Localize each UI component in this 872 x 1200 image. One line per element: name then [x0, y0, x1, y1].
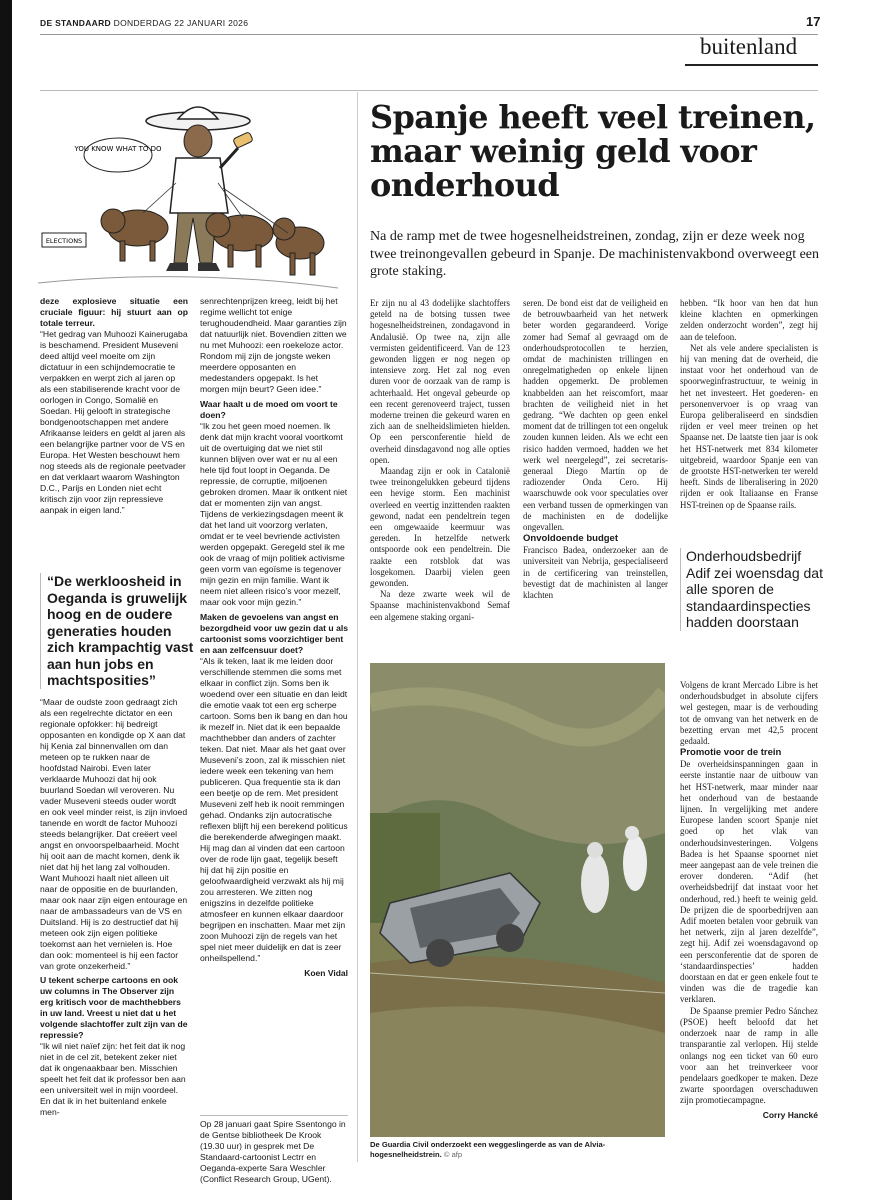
- photo-caption: [370, 1140, 670, 1159]
- body-paragraph: Er zijn nu al 43 dodelijke slachtoffers geteld na de botsing tussen twee hogesnelheidstreinen, zondagavond in Andalusië. Op twee na, zijn alle vermisten geïdentificeerd. Van de 123 gewonden liggen er nog negen op intensieve zorg. Het zal nog even duren voor de oorzaak van de ramp is achterhaald. Het ongeval gebeurde op een recent gerenoveerd traject, tussen moderne treinen die gekeurd waren en zich aan de snelheidslimieten hielden. Op een persconferentie hield de overheid dinsdagavond nog alle opties open.: [370, 298, 510, 465]
- caption-text: De Guardia Civil onderzoekt een weggeslingerde as van de Alvia-hogesnelheidstrein.: [370, 1140, 606, 1159]
- body-paragraph: senrechtenprijzen kreeg, leidt bij het regime wellicht tot enige terughoudendheid. Maar garanties zijn dat natuurlijk niet. Bovendien zitten we nu met Muhoozi: een roekeloze actor. Rondom mij zijn de jongste weken meerdere opposanten en medestanders opgepakt. Is het morgen mijn beurt? Geen idee.”: [200, 296, 347, 394]
- right-col-1: [370, 298, 510, 623]
- cartoon-illustration: [38, 93, 338, 303]
- body-paragraph: Maandag zijn er ook in Catalonië twee treinongelukken gebeurd tijdens een hevige storm. Een machinist overleed en veertig inzittenden raakten gewond, nadat een pendeltrein tegen een omgewaaide keermuur was gereden. In hetzelfde netwerk ontspoorde ook een pendeltrein. Die raakte een rotsblok dat was losgekomen. Daarbij vielen geen gewonden.: [370, 466, 510, 589]
- pullquote-text: “De werkloosheid in Oeganda is gruwelijk hoog en de oudere generaties houden zich krampachtig vast aan hun jobs en machtsposities”: [47, 573, 194, 688]
- body-paragraph: Net als vele andere specialisten is hij van mening dat de overheid, die instaat voor het onderhoud van de spoorweginfrastructuur, te weinig in het net investeert. Het goederen- en personenvervoer is op vraag van Europa geliberaliseerd en sindsdien rijden er veel meer treinen op het Spaanse net. De laatste tien jaar is ook het HST-netwerk met 834 kilometer uitgebreid, waardoor Spanje een van de grootste HST-netwerken ter wereld heeft. Sinds de liberalisering in 2020 rijden er ook Italiaanse en Franse HST-treinen op de Spaanse rails.: [680, 342, 818, 510]
- page-header: [40, 18, 248, 28]
- article-headline: Spanje heeft veel treinen, maar weinig geld voor onderhoud: [370, 98, 816, 204]
- section-rule: [685, 64, 818, 66]
- interview-question: Waar haalt u de moed om voort te doen?: [200, 399, 338, 420]
- body-paragraph: Volgens de krant Mercado Libre is het onderhoudsbudget in absolute cijfers wel gestegen, maar is de verhouding tot de omvang van het netwerk en de bezetting ervan met 42,5 procent gedaald.: [680, 680, 818, 747]
- pullquote-right: [680, 548, 824, 631]
- interview-question: U tekent scherpe cartoons en ook uw columns in The Observer zijn erg kritisch voor de machthebbers in uw land. Vreest u niet dat u het volgende slachtoffer zult zijn van de repressie?: [40, 975, 188, 1040]
- sign-text: ELECTIONS: [45, 237, 83, 245]
- interview-question: Maken de gevoelens van angst en bezorgdheid voor uw gezin dat u als cartoonist soms voorzichtiger bent en aan zelfcensuur doet?: [200, 612, 349, 655]
- content-rule: [40, 90, 818, 91]
- body-paragraph: seren. De bond eist dat de veiligheid en de betrouwbaarheid van het netwerk beter worden gegarandeerd. Vorige zomer had Semaf al gevraagd om de onderhoudsprotocollen te herzien, omdat de machinisten trillingen en onregelmatigheden op enkele lijnen hadden opgemerkt. De problemen knabbelden aan het reiscomfort, maar brachten de veiligheid niet in het gedrang. “We dachten op geen enkel moment dat de trillingen tot een ongeluk zouden kunnen leiden. Als we echt een risico hadden vermoed, hadden we het werk wel neergelegd”, zei secretaris-generaal Diego Martín op de radiozender Onda Cero. Hij waarschuwde ook voor speculaties over een verband tussen de opmerkingen van de machinisten en de dodelijke ongevallen.: [523, 298, 668, 533]
- subheading: Promotie voor de trein: [680, 747, 782, 759]
- body-paragraph: “Ik wil niet naïef zijn: het feit dat ik nog niet in de cel zit, betekent zeker niet dat ik ongenaakbaar ben. Misschien speelt het feit dat ik professor ben aan een universiteit wel in mijn voordeel. En dat ik in het buitenland enkele men-: [40, 1041, 186, 1117]
- news-photo: [370, 663, 665, 1137]
- byline-right: Corry Hancké: [762, 1109, 818, 1120]
- issue-date: DONDERDAG 22 JANUARI 2026: [113, 18, 249, 28]
- left-col-1: [40, 296, 188, 516]
- body-paragraph: “Maar de oudste zoon gedraagt zich als een regelrechte dictator en een regionale opfokker: hij bedreigt opposanten en kondigde op X aan dat hij Kenia zal binnenvallen om dan meteen op te rukken naar de hoofdstad Nairobi. Even later verklaarde Muhoozi dat hij ook buurland Soedan wil veroveren. Nu vader Museveni steeds ouder wordt en ook veel minder reist, is zijn invloed tanende en wordt de factor Muhoozi steeds belangrijker. Dat creëert veel angst en onvoorspelbaarheid. Mocht hij ooit aan de macht komen, denk ik niet dat hij het lang zal volhouden. Want Muhoozi haalt niet alleen uit naar de oppositie en de buurlanden, maar ook naar zijn eigen entourage en naar de ambassadeurs van de VS en Duitsland. Hij is zo destructief dat hij meteen ook zijn eigen politieke toekomst aan het vernielen is. Hoe dan ook: momenteel is hij een factor van grote onzekerheid.”: [40, 697, 188, 971]
- page-number: 17: [806, 14, 821, 29]
- right-col-3b: [680, 680, 818, 1121]
- body-paragraph: “Het gedrag van Muhoozi Kainerugaba is beschamend. President Museveni deed altijd veel moeite om zijn dictatuur in een schijndemocratie te verpakken en werpt zich al jaren op als een stabiliserende kracht voor de oorlogen in Congo, Somalië en Soedan. Hij gelooft in strategische bondgenootschappen met andere Afrikaanse leiders en geldt al jaren als een belangrijke partner voor de VS en Europa. Het Westen beschouwt hem nog steeds als de regionale peetvader en dat verklaart waarom Washington D.C., Parijs en Londen niet echt kritisch zijn voor zijn repressieve aanpak in eigen land.”: [40, 329, 188, 515]
- byline-left: Koen Vidal: [304, 968, 348, 978]
- section-title: buitenland: [700, 34, 798, 59]
- right-col-3: [680, 298, 818, 511]
- column-divider: [357, 92, 358, 1162]
- body-paragraph: De overheidsinspanningen gaan in eerste instantie naar de uitbouw van het HST-netwerk, maar minder naar het onderhoud van de bestaande lijnen. In vergelijking met andere Europese landen scoort Spanje niet goed op het vlak van onderhoudsinvesteringen. Volgens Badea is het Spaanse spoornet niet meer aangepast aan de vele treinen die erover donderen. “Adif (het overheidsbedrijf dat instaat voor het onderhoud, red.) heeft te weinig geld. De prijzen die de spoorbedrijven aan Adif moeten betalen voor gebruik van het netwerk, zijn al jaren dezelfde”, zegt hij. Adif zei woensdagavond op een persconferentie dat de sporen de ‘standaardinspecties’ hadden doorstaan en dat er geen enkele fout te vinden was die de tragedie kan verklaren.: [680, 759, 818, 1005]
- body-paragraph: “Als ik teken, laat ik me leiden door verschillende stemmen die soms met elkaar in conflict zijn. Soms ben ik woedend over een situatie en dan leidt die emotie vaak tot een erg scherpe cartoon. Soms ben ik bang en dan hou ik mezelf in. Niet dat ik een bepaalde machthebber dan anders of zachter teken. Dat niet. Maar als het gaat over Museveni’s zoon, zal ik misschien niet iedere week een tekening van hem publiceren. Qua frequentie sta ik dan een beetje op de rem. Met president Museveni zelf heb ik nooit remmingen gehad. Ondanks zijn autocratische reflexen blijft hij een berekend politicus die berekenderde afwegingen maakt. Hij mag dan al vinden dat een cartoon over de rode lijn gaat, tegelijk beseft hij dat hij zijn positie en geloofwaardigheid verzwakt als hij mij zou arresteren. We zitten nog enigszins in dezelfde politieke atmosfeer en kunnen elkaar daardoor begrijpen en inschatten. Maar met zijn zoon Muhoozi zijn de regels van het spel niet meer duidelijk en dat is zeer onheilspellend.”: [200, 656, 348, 963]
- photo-credit: © afp: [443, 1149, 463, 1159]
- right-col-2: [523, 298, 668, 601]
- pullquote-text: Onderhoudsbedrijf Adif zei woensdag dat alle sporen de standaardinspecties hadden doorstaan: [686, 548, 823, 630]
- body-paragraph: Francisco Badea, onderzoeker aan de universiteit van Nebrija, gespecialiseerd in de certificering van treinstellen, bevestigt dat de machinisten al langer klachten: [523, 545, 668, 601]
- body-paragraph: De Spaanse premier Pedro Sánchez (PSOE) heeft beloofd dat het onderzoek naar de ramp in alle transparantie zal verlopen. Hij stelde onlangs nog een ticket van 60 euro voor aan het treinverkeer voor pendelaars goedkoper te maken. Deze zwarte spoordagen overschaduwen zijn promotiecampagne.: [680, 1005, 818, 1106]
- speech-text: YOU KNOW WHAT TO DO: [74, 145, 162, 153]
- left-col-1b: [40, 697, 188, 1118]
- body-paragraph: hebben. “Ik hoor van hen dat hun kleine klachten en opmerkingen zelden onderzocht worden”, zegt hij aan de telefoon.: [680, 298, 818, 342]
- scan-edge: [0, 0, 12, 1200]
- paper-name: DE STANDAARD: [40, 18, 111, 28]
- event-note: [200, 1115, 348, 1185]
- intro-text: deze explosieve situatie een cruciale figuur: hij stuurt aan op totale terreur.: [40, 296, 188, 328]
- subheading: Onvoldoende budget: [523, 533, 618, 545]
- left-col-2: [200, 296, 348, 979]
- body-paragraph: Na deze zwarte week wil de Spaanse machinistenvakbond Semaf een algemene staking organi-: [370, 589, 510, 622]
- article-lede: Na de ramp met de twee hogesnelheidstreinen, zondag, zijn er deze week nog twee treinongevallen gebeurd in Spanje. De machinistenvakbond overweegt een grote staking.: [370, 229, 820, 279]
- body-paragraph: “Ik zou het geen moed noemen. Ik denk dat mijn kracht vooral voortkomt uit de overtuiging dat we niet stil kunnen blijven over wat er nu al een hele tijd fout loopt in Oeganda. De repressie, de corruptie, miljoenen gebroken dromen. Maar ik ontkent niet dat er momenten zijn van angst. Tijdens de verkiezingsdagen meent ik dat het land uit voorzorg verlaten, omdat er te veel bevriende activisten werden opgepakt. Geregeld stel ik me ook de vraag of mijn politiek activisme geen vorm van egoïsme is tegenover mijn gezin en mijn familie. Want ik neem niet alleen risico’s voor mezelf, maar ook voor mijn gezin.”: [200, 421, 348, 607]
- note-text: Op 28 januari gaat Spire Ssentongo in de Gentse bibliotheek De Krook (19.30 uur) in gesprek met De Standaard-cartoonist Lectrr en Oeganda-experte Sara Weschler (Conflict Research Group, UGent).: [200, 1119, 346, 1184]
- pullquote-left: [40, 573, 197, 689]
